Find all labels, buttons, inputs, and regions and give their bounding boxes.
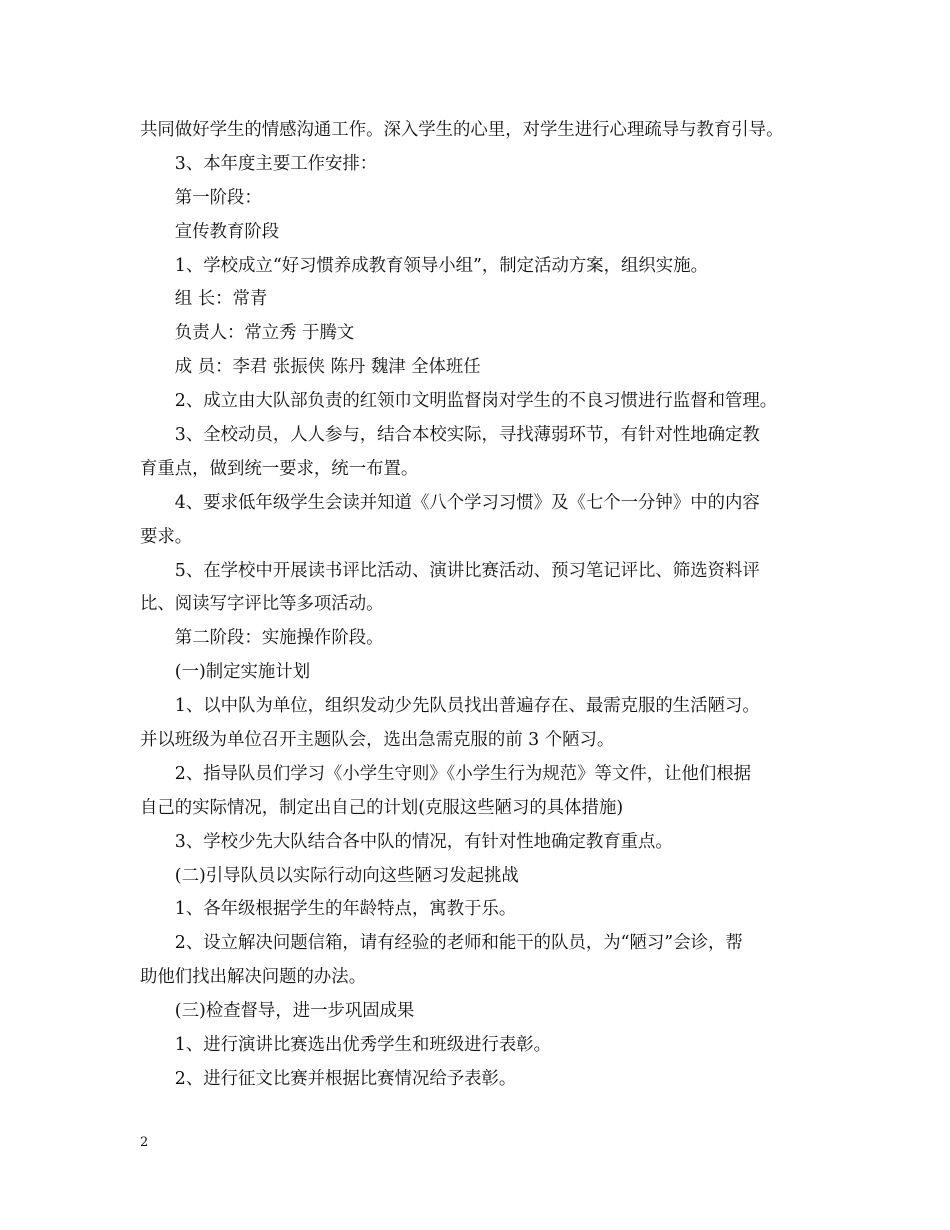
text-line: (二)引导队员以实际行动向这些陋习发起挑战 bbox=[174, 865, 519, 886]
text-line: 3、全校动员，人人参与，结合本校实际，寻找薄弱环节，有针对性地确定教 bbox=[174, 425, 760, 446]
text-line: 并以班级为单位召开主题队会，选出急需克服的前 3 个陋习。 bbox=[140, 730, 615, 751]
text-line: 2、进行征文比赛并根据比赛情况给予表彰。 bbox=[174, 1068, 517, 1089]
text-line: 1、进行演讲比赛选出优秀学生和班级进行表彰。 bbox=[174, 1035, 552, 1056]
text-line: 4、要求低年级学生会读并知道《八个学习习惯》及《七个一分钟》中的内容 bbox=[174, 492, 760, 513]
document-body bbox=[140, 114, 820, 1097]
text-line: 比、阅读写字评比等多项活动。 bbox=[140, 594, 384, 615]
text-line: (三)检查督导，进一步巩固成果 bbox=[174, 1001, 415, 1022]
text-line: (一)制定实施计划 bbox=[174, 662, 311, 683]
text-line: 1、学校成立“好习惯养成教育领导小组”，制定活动方案，组织实施。 bbox=[174, 255, 708, 276]
text-line: 负责人：常立秀 于腾文 bbox=[174, 323, 355, 344]
text-line: 3、本年度主要工作安排： bbox=[174, 153, 378, 174]
text-line: 要求。 bbox=[140, 526, 193, 547]
text-line: 2、成立由大队部负责的红领巾文明监督岗对学生的不良习惯进行监督和管理。 bbox=[174, 391, 778, 412]
text-line: 5、在学校中开展读书评比活动、演讲比赛活动、预习笔记评比、筛选资料评 bbox=[174, 560, 760, 581]
text-line: 成 员：李君 张振侠 陈丹 魏津 全体班任 bbox=[174, 357, 481, 378]
text-line: 助他们找出解决问题的办法。 bbox=[140, 967, 367, 988]
text-line: 1、各年级根据学生的年龄特点，寓教于乐。 bbox=[174, 899, 517, 920]
text-line: 第二阶段：实施操作阶段。 bbox=[174, 628, 384, 649]
text-line: 1、以中队为单位，组织发动少先队员找出普遍存在、最需克服的生活陋习。 bbox=[174, 696, 760, 717]
page-number: 2 bbox=[140, 1135, 149, 1150]
text-line: 宣传教育阶段 bbox=[174, 221, 280, 242]
text-line: 第一阶段： bbox=[174, 187, 262, 208]
text-line: 自己的实际情况，制定出自己的计划(克服这些陋习的具体措施) bbox=[140, 797, 624, 818]
text-line: 共同做好学生的情感沟通工作。深入学生的心里，对学生进行心理疏导与教育引导。 bbox=[140, 120, 784, 140]
text-line: 2、设立解决问题信箱，请有经验的老师和能干的队员，为“陋习”会诊，帮 bbox=[174, 933, 743, 954]
text-line: 育重点，做到统一要求，统一布置。 bbox=[140, 458, 419, 479]
text-line: 组 长：常青 bbox=[174, 289, 268, 310]
text-line: 2、指导队员们学习《小学生守则》《小学生行为规范》等文件，让他们根据 bbox=[174, 763, 752, 784]
text-line: 3、学校少先大队结合各中队的情况，有针对性地确定教育重点。 bbox=[174, 831, 673, 852]
